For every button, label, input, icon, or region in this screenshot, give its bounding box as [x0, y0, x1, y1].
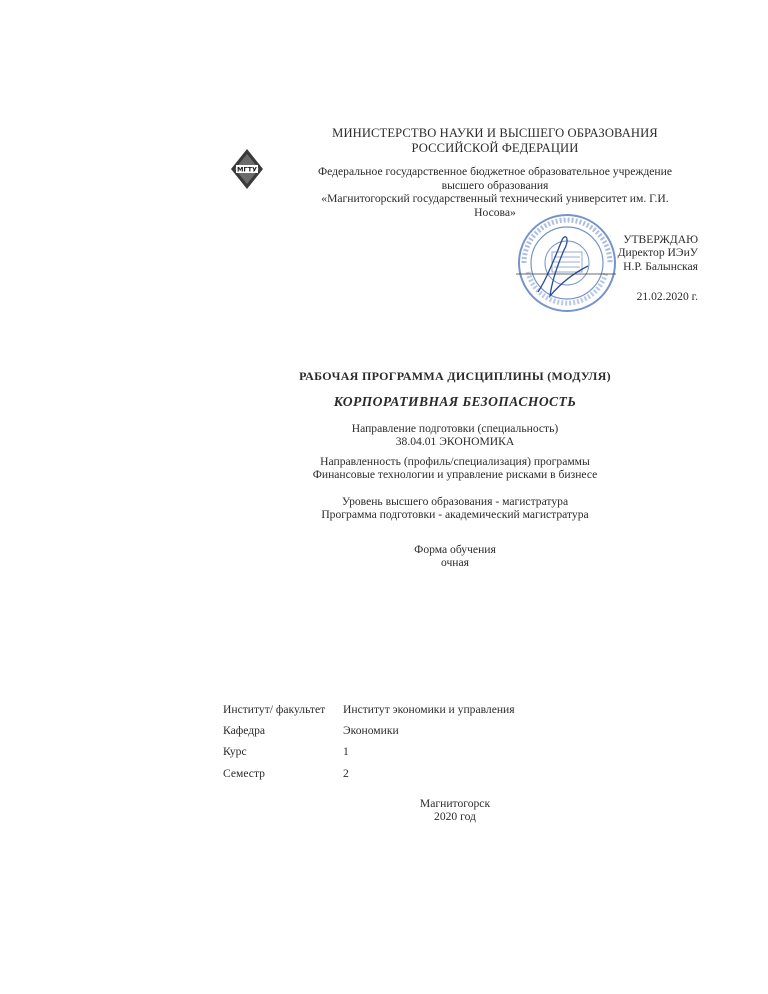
- info-value: 1: [343, 745, 349, 759]
- approval-date: 21.02.2020 г.: [636, 290, 698, 303]
- program-type: Программа подготовки - академический магистратура: [321, 508, 589, 522]
- focus-block: [260, 455, 650, 482]
- footer: [400, 797, 510, 824]
- info-value: 2: [343, 766, 349, 780]
- ministry-line-2: РОССИЙСКОЙ ФЕДЕРАЦИИ: [411, 141, 579, 155]
- info-value: Экономики: [343, 724, 399, 738]
- footer-year: 2020 год: [434, 810, 476, 824]
- direction-block: [260, 422, 650, 449]
- study-form-label: Форма обучения: [414, 543, 496, 556]
- ministry-header: [300, 126, 690, 156]
- info-label: Семестр: [223, 766, 265, 780]
- university-logo: [230, 148, 264, 190]
- info-row: [223, 763, 515, 784]
- institution-line-3: «Магнитогорский государственный технический университет им. Г.И.: [321, 192, 669, 206]
- info-row: [223, 720, 515, 741]
- education-level: Уровень высшего образования - магистратура: [341, 495, 569, 508]
- approval-label: УТВЕРЖДАЮ: [623, 233, 698, 246]
- study-form-value: очная: [440, 556, 469, 570]
- program-title: РАБОЧАЯ ПРОГРАММА ДИСЦИПЛИНЫ (МОДУЛЯ): [299, 369, 611, 383]
- focus-label: Направленность (профиль/специализация) программы: [320, 455, 590, 468]
- footer-city: Магнитогорск: [419, 797, 491, 810]
- study-form-block: [260, 543, 650, 570]
- approval-position: Директор ИЭиУ: [617, 246, 698, 260]
- info-table: [223, 699, 515, 784]
- direction-label: Направление подготовки (специальность): [351, 422, 559, 435]
- info-label: Институт/ факультет: [223, 703, 326, 716]
- info-value: Институт экономики и управления: [343, 703, 515, 716]
- info-row: [223, 699, 515, 720]
- approval-block: [558, 233, 698, 273]
- institution-line-4: Носова»: [474, 205, 516, 219]
- institution-line-2: высшего образования: [441, 178, 549, 192]
- focus-value: Финансовые технологии и управление рисками в бизнесе: [312, 468, 598, 482]
- institution-header: [290, 165, 700, 219]
- info-label: Кафедра: [223, 724, 266, 738]
- discipline-title: КОРПОРАТИВНАЯ БЕЗОПАСНОСТЬ: [333, 394, 577, 409]
- institution-line-1: Федеральное государственное бюджетное образовательное учреждение: [317, 165, 672, 178]
- svg-text:МГТУ: МГТУ: [236, 165, 258, 174]
- level-block: [260, 495, 650, 522]
- approval-name: Н.Р. Балынская: [623, 259, 698, 273]
- info-row: [223, 741, 515, 762]
- direction-value: 38.04.01 ЭКОНОМИКА: [395, 435, 515, 449]
- ministry-line-1: МИНИСТЕРСТВО НАУКИ И ВЫСШЕГО ОБРАЗОВАНИЯ: [332, 126, 658, 140]
- info-label: Курс: [223, 745, 247, 759]
